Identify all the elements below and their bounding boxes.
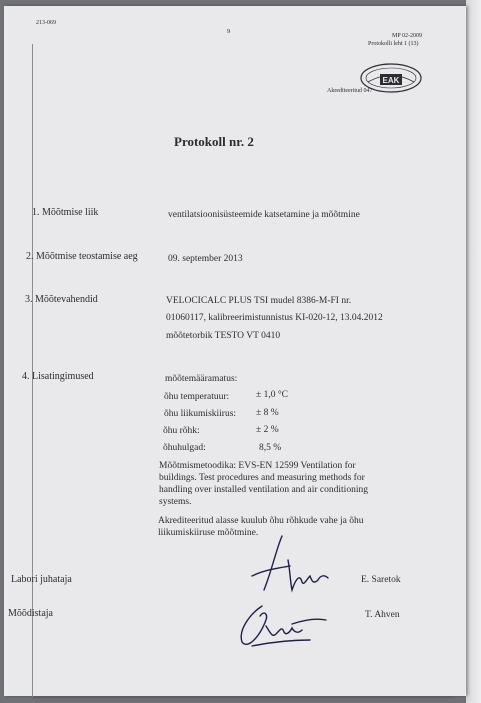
field-label-instruments: 3. Mõõtevahendid — [25, 294, 98, 305]
instrument-line: mõõtetorbik TESTO VT 0410 — [166, 331, 281, 341]
method-line: handling over installed ventilation and air conditioning — [159, 485, 368, 495]
protocol-page — [4, 6, 466, 696]
svg-text:EAK: EAK — [382, 76, 400, 85]
signature-name: E. Saretok — [361, 575, 401, 585]
field-label-measurement-type: 1. Mõõtmise liik — [32, 207, 99, 218]
accreditation-number: Akrediteeritud 047 — [327, 88, 373, 94]
protocol-title: Protokoll nr. 2 — [174, 134, 254, 149]
field-value-measurement-type: ventilatsioonisüsteemide katsetamine ja mõõtmine — [168, 210, 360, 220]
uncertainty-value: ± 8 % — [256, 408, 279, 418]
method-line: Mõõtmismetoodika: EVS-EN 12599 Ventilation for — [159, 461, 356, 471]
signature-role: Labori juhataja — [11, 574, 72, 585]
uncertainty-name: õhu temperatuur: — [164, 392, 230, 402]
mp-reference: MP 02-2009 — [392, 33, 422, 39]
field-label-additional-conditions: 4. Lisatingimused — [22, 371, 94, 382]
uncertainty-name: õhu rõhk: — [163, 426, 200, 436]
uncertainty-value: ± 2 % — [256, 425, 279, 435]
doc-code: 213-069 — [36, 20, 56, 26]
uncertainty-heading: mõõtemääramatus: — [165, 374, 238, 384]
field-label-measurement-time: 2. Mõõtmise teostamise aeg — [26, 251, 138, 262]
signature-role: Mõõdistaja — [8, 608, 53, 619]
signature-name: T. Ahven — [365, 610, 400, 620]
note-line: Akrediteeritud alasse kuulub õhu rõhkude vahe ja õhu — [158, 516, 364, 526]
page-number: 9 — [227, 28, 231, 35]
uncertainty-name: õhuhulgad: — [163, 443, 206, 453]
handwritten-signature — [232, 596, 328, 652]
page-edge — [466, 0, 481, 703]
protokoll-page-count: Protokolli leht 1 (13) — [368, 41, 419, 47]
field-value-measurement-time: 09. september 2013 — [168, 254, 243, 264]
method-line: buildings. Test procedures and measuring methods for — [159, 473, 365, 483]
handwritten-signature — [242, 530, 334, 596]
instrument-line: VELOCICALC PLUS TSI mudel 8386-M-FI nr. — [166, 296, 352, 306]
uncertainty-value: 8,5 % — [259, 443, 282, 453]
method-line: systems. — [159, 497, 192, 507]
uncertainty-value: ± 1,0 °C — [256, 390, 288, 400]
instrument-line: 01060117, kalibreerimistunnistus KI-020-12, 13.04.2012 — [166, 313, 383, 323]
note-line: liikumiskiiruse mõõtmine. — [158, 528, 259, 538]
uncertainty-name: õhu liikumiskiirus: — [164, 409, 237, 419]
